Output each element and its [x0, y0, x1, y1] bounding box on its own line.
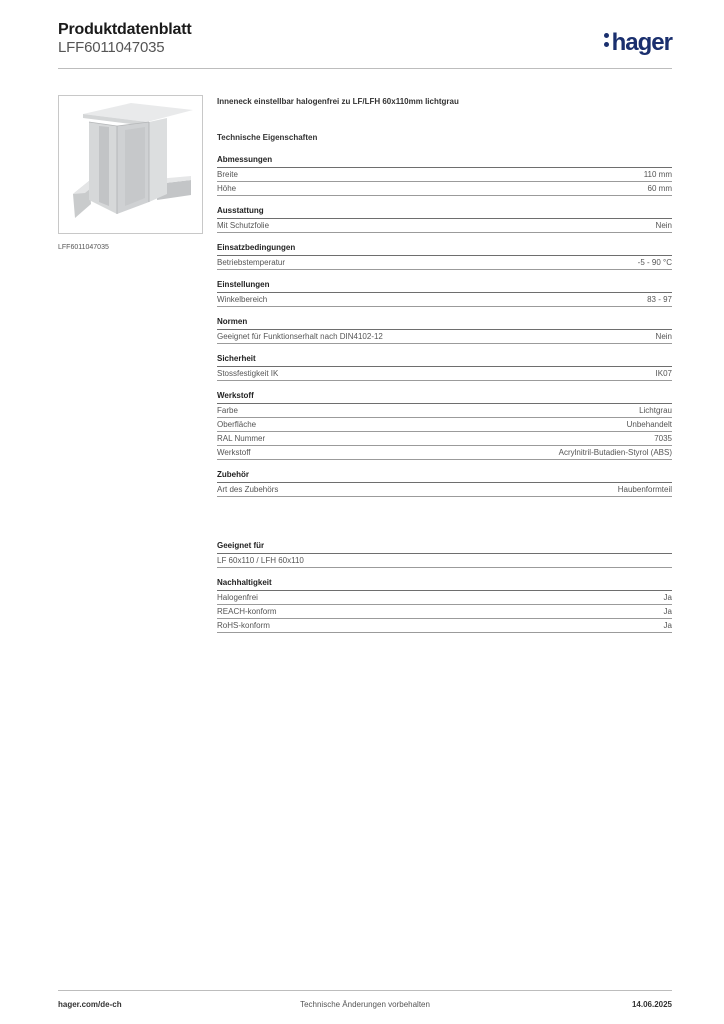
hager-logo — [604, 29, 672, 57]
group-title: Sicherheit — [217, 354, 672, 367]
property-row — [217, 219, 672, 233]
property-label: Art des Zubehörs — [217, 485, 279, 494]
logo-colon-icon — [604, 32, 610, 48]
property-value: 60 mm — [647, 184, 672, 193]
group-title: Nachhaltigkeit — [217, 578, 672, 591]
product-image — [58, 95, 203, 234]
property-row — [217, 483, 672, 497]
property-value: Unbehandelt — [626, 420, 672, 429]
property-value: Ja — [663, 593, 672, 602]
property-label: RoHS-konform — [217, 621, 270, 630]
property-label: Stossfestigkeit IK — [217, 369, 279, 378]
property-row — [217, 367, 672, 381]
footer-date: 14.06.2025 — [631, 1000, 672, 1009]
property-value: 83 - 97 — [647, 295, 672, 304]
property-row — [217, 168, 672, 182]
property-group — [217, 243, 672, 270]
property-row — [217, 554, 672, 568]
property-value: 110 mm — [643, 170, 672, 179]
inner-corner-product-illustration — [59, 96, 202, 233]
property-value: Nein — [655, 332, 672, 341]
property-label: Mit Schutzfolie — [217, 221, 270, 230]
section-title: Technische Eigenschaften — [217, 133, 318, 142]
property-label: LF 60x110 / LFH 60x110 — [217, 556, 304, 565]
property-row — [217, 330, 672, 344]
property-row — [217, 293, 672, 307]
property-group — [217, 155, 672, 196]
property-row — [217, 432, 672, 446]
property-label: Geeignet für Funktionserhalt nach DIN4102-12 — [217, 332, 383, 341]
section-spacer — [217, 507, 672, 541]
property-group — [217, 317, 672, 344]
property-group — [217, 470, 672, 497]
property-value: Haubenformteil — [617, 485, 672, 494]
sustainability-group — [217, 578, 672, 633]
property-groups — [217, 155, 672, 497]
page-header — [58, 21, 672, 69]
property-value: Ja — [663, 607, 672, 616]
property-value: -5 - 90 °C — [637, 258, 672, 267]
property-value: IK07 — [655, 369, 672, 378]
property-label: Werkstoff — [217, 448, 251, 457]
property-label: REACH-konform — [217, 607, 277, 616]
property-value: 7035 — [654, 434, 672, 443]
property-value: Nein — [655, 221, 672, 230]
footer-notice: Technische Änderungen vorbehalten — [300, 1000, 430, 1009]
property-row — [217, 418, 672, 432]
group-title: Werkstoff — [217, 391, 672, 404]
property-label: Oberfläche — [217, 420, 257, 429]
group-title: Einsatzbedingungen — [217, 243, 672, 256]
image-caption: LFF6011047035 — [58, 244, 109, 251]
group-title: Abmessungen — [217, 155, 672, 168]
property-label: Halogenfrei — [217, 593, 258, 602]
group-title: Ausstattung — [217, 206, 672, 219]
group-title: Zubehör — [217, 470, 672, 483]
group-title: Geeignet für — [217, 541, 672, 554]
property-group — [217, 354, 672, 381]
property-label: RAL Nummer — [217, 434, 266, 443]
group-title: Einstellungen — [217, 280, 672, 293]
property-label: Betriebstemperatur — [217, 258, 286, 267]
property-row — [217, 591, 672, 605]
property-value: Lichtgrau — [639, 406, 672, 415]
property-label: Höhe — [217, 184, 237, 193]
property-row — [217, 619, 672, 633]
property-label: Winkelbereich — [217, 295, 268, 304]
technical-content — [217, 97, 672, 643]
property-group — [217, 391, 672, 460]
property-row — [217, 446, 672, 460]
property-label: Breite — [217, 170, 238, 179]
property-row — [217, 605, 672, 619]
property-label: Farbe — [217, 406, 238, 415]
footer-website-link[interactable]: hager.com/de-ch — [58, 1000, 122, 1009]
suitable-group — [217, 541, 672, 568]
product-description: Inneneck einstellbar halogenfrei zu LF/LFH 60x110mm lichtgrau — [217, 97, 459, 106]
property-group — [217, 280, 672, 307]
logo-text: hager — [611, 29, 672, 56]
property-group — [217, 206, 672, 233]
property-row — [217, 182, 672, 196]
property-row — [217, 256, 672, 270]
property-value: Acrylnitril-Butadien-Styrol (ABS) — [558, 448, 672, 457]
page-footer — [58, 990, 672, 1010]
product-number: LFF6011047035 — [58, 39, 165, 56]
group-title: Normen — [217, 317, 672, 330]
property-row — [217, 404, 672, 418]
document-title: Produktdatenblatt — [58, 21, 192, 38]
property-value: Ja — [663, 621, 672, 630]
